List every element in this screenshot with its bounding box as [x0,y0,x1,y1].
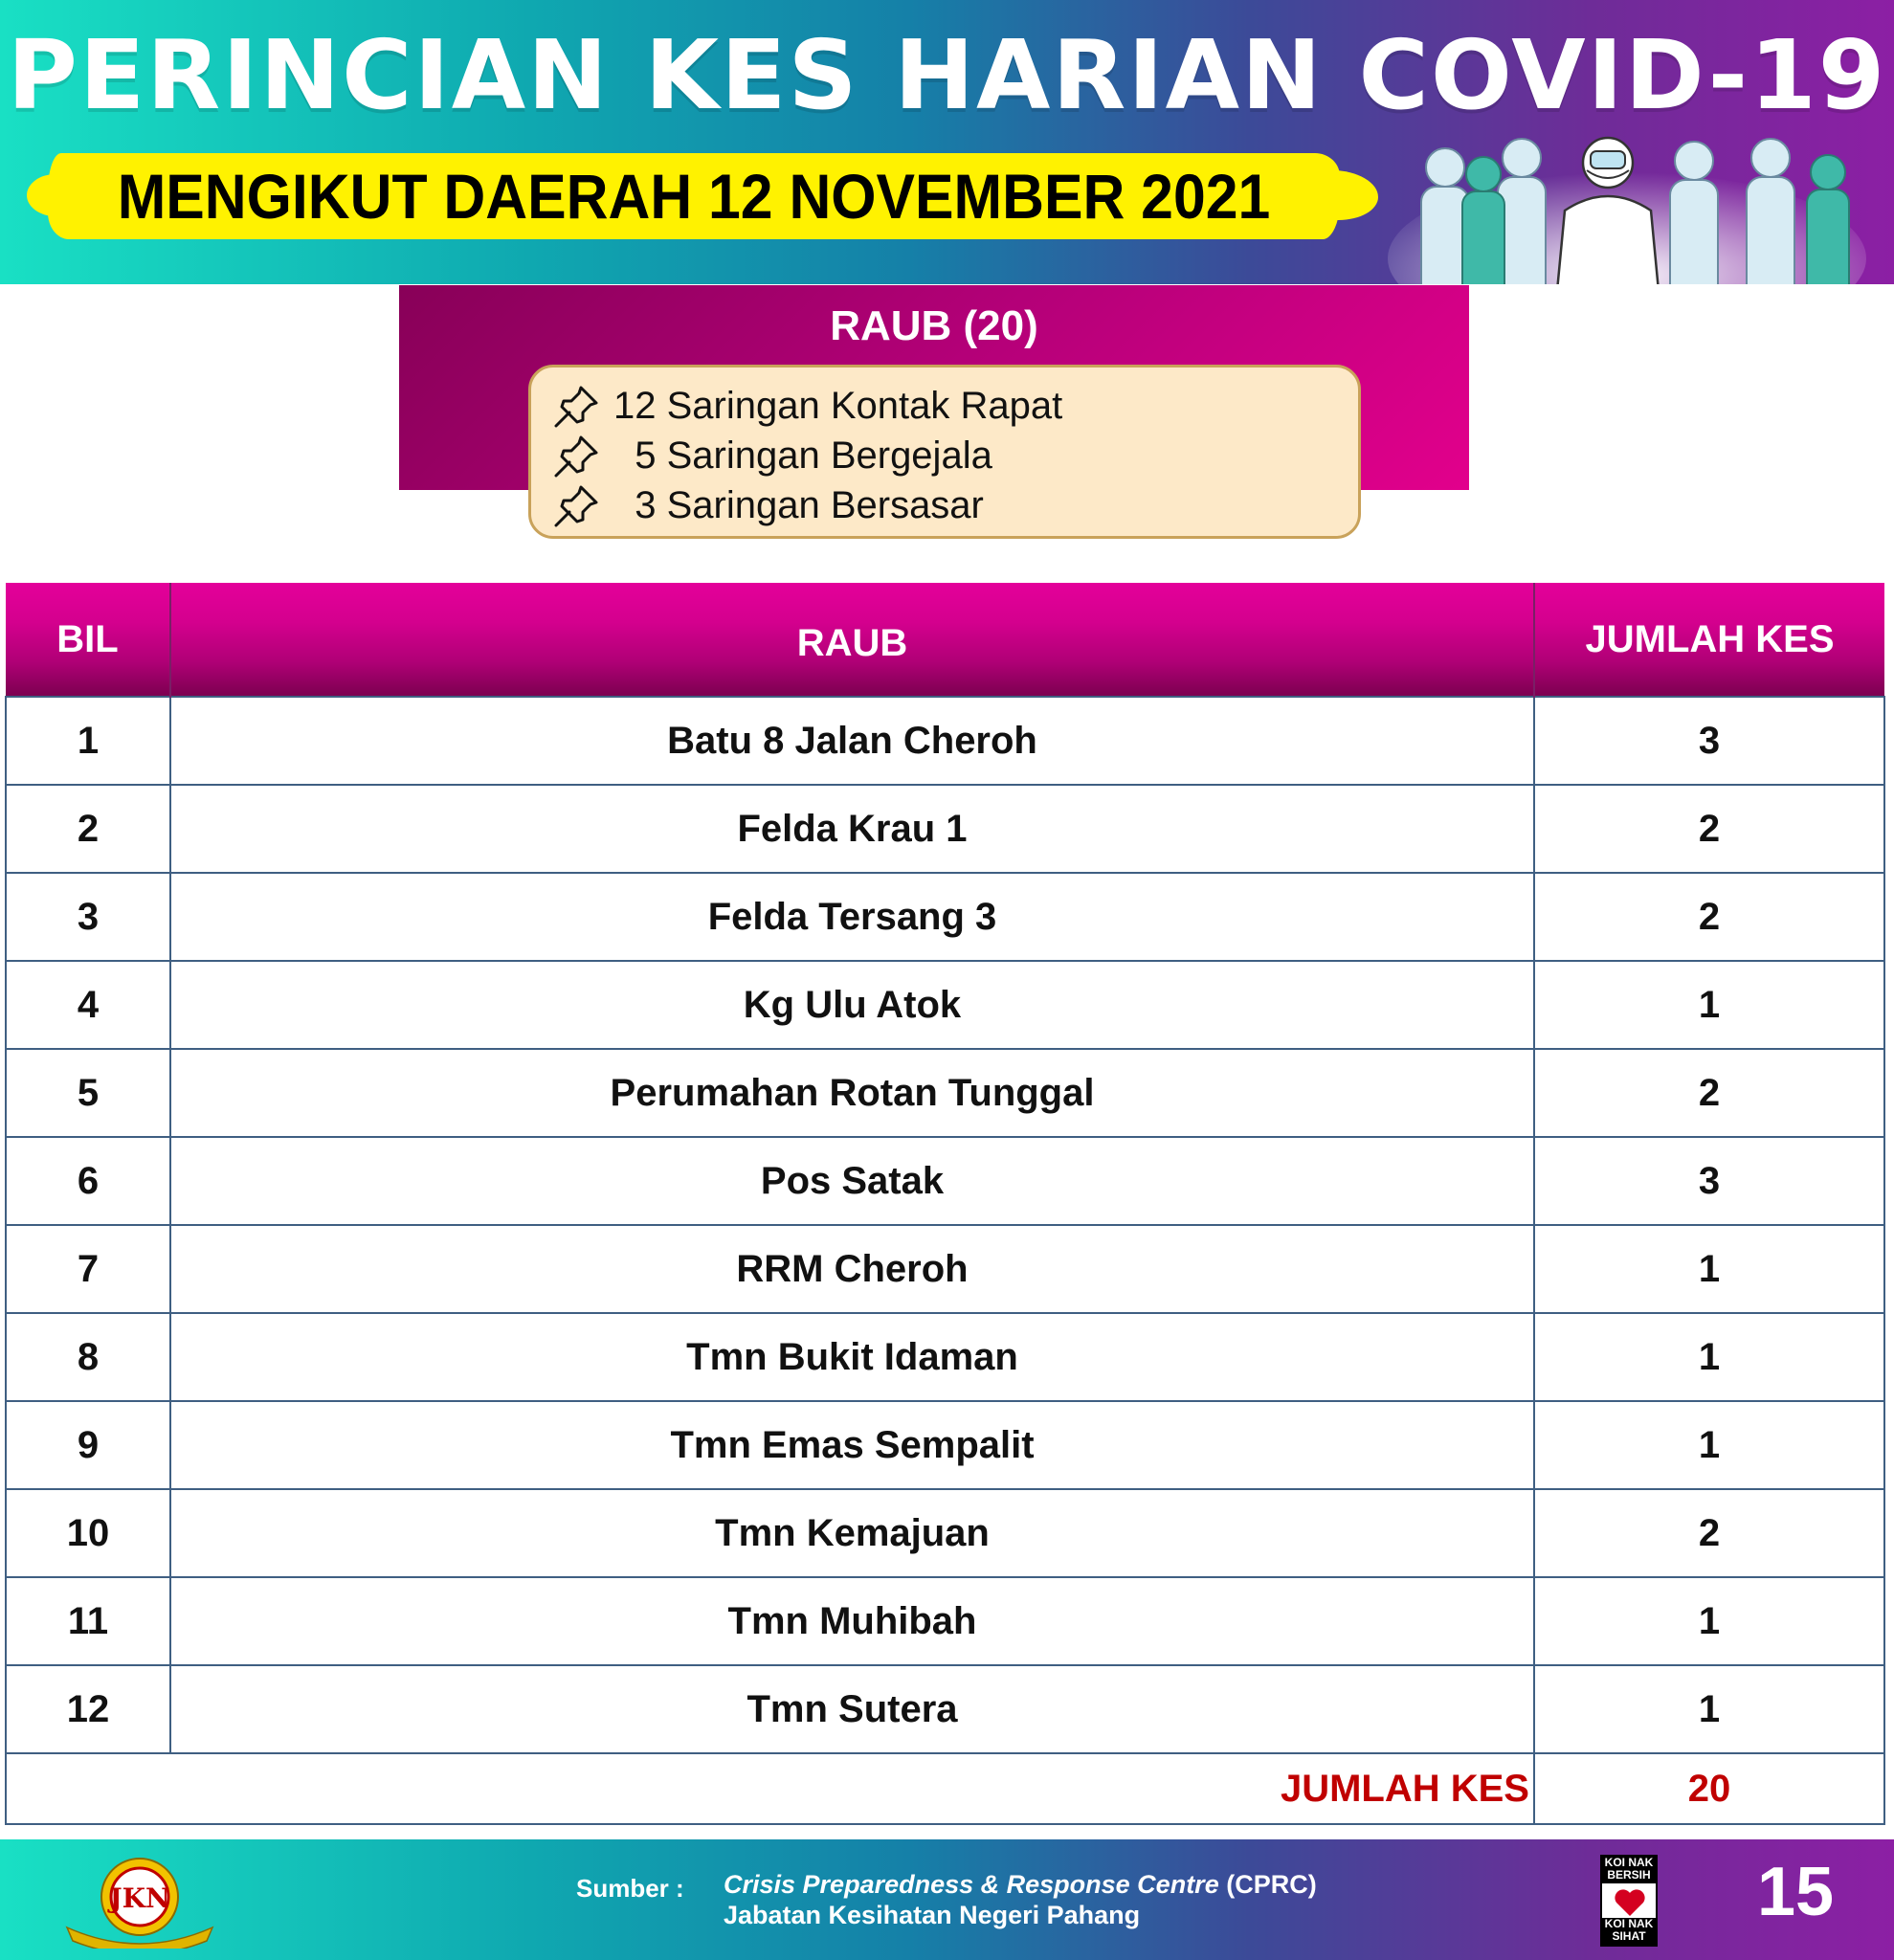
footer-banner [0,1839,1894,1960]
source-label: Sumber : [576,1874,684,1903]
header-location: RAUB [170,583,1534,697]
row-cases: 2 [1534,1489,1884,1577]
header-cases: JUMLAH KES [1534,583,1884,697]
row-location: Tmn Sutera [170,1665,1534,1753]
table-row [6,1049,1884,1137]
source-org-name: Crisis Preparedness & Response Centre [724,1870,1219,1899]
jkn-logo [56,1853,224,1949]
screening-item [531,480,1358,530]
source-department: Jabatan Kesihatan Negeri Pahang [724,1901,1141,1929]
table-header-row [6,583,1884,697]
row-bil: 1 [6,697,170,785]
row-location: Tmn Emas Sempalit [170,1401,1534,1489]
koi-logo-bottom-text: KOI NAK SIHAT [1602,1918,1656,1945]
screening-item-text: 3 Saringan Bersasar [613,483,984,526]
row-bil: 3 [6,873,170,961]
row-location: Felda Krau 1 [170,785,1534,873]
total-label: JUMLAH KES [6,1753,1534,1824]
row-bil: 9 [6,1401,170,1489]
table-row [6,1313,1884,1401]
total-value: 20 [1534,1753,1884,1824]
row-bil: 12 [6,1665,170,1753]
table-row [6,961,1884,1049]
row-bil: 7 [6,1225,170,1313]
row-cases: 2 [1534,873,1884,961]
row-bil: 10 [6,1489,170,1577]
row-cases: 1 [1534,1313,1884,1401]
row-bil: 5 [6,1049,170,1137]
district-summary-title: RAUB (20) [830,302,1038,349]
screening-item [531,381,1358,431]
row-location: Perumahan Rotan Tunggal [170,1049,1534,1137]
screening-item-text: 12 Saringan Kontak Rapat [613,384,1063,427]
jkn-logo-text: JKN [109,1882,170,1914]
table-row [6,873,1884,961]
row-location: Tmn Kemajuan [170,1489,1534,1577]
page-title: PERINCIAN KES HARIAN COVID-19 [7,19,1887,131]
table-row [6,1137,1884,1225]
table-row [6,785,1884,873]
screening-item [531,431,1358,480]
row-cases: 1 [1534,961,1884,1049]
row-cases: 2 [1534,1049,1884,1137]
row-bil: 6 [6,1137,170,1225]
row-bil: 8 [6,1313,170,1401]
total-row [6,1753,1884,1824]
row-bil: 2 [6,785,170,873]
row-cases: 3 [1534,1137,1884,1225]
header-banner [0,0,1894,284]
row-location: Batu 8 Jalan Cheroh [170,697,1534,785]
source-organisation [724,1870,1317,1900]
koi-nak-sihat-logo [1600,1855,1658,1947]
row-bil: 11 [6,1577,170,1665]
header-bil: BIL [6,583,170,697]
heart-icon [1614,1887,1646,1918]
screening-item-text: 5 Saringan Bergejala [613,434,992,477]
row-cases: 1 [1534,1665,1884,1753]
table-row [6,1401,1884,1489]
table-row [6,1489,1884,1577]
row-cases: 3 [1534,697,1884,785]
row-location: Tmn Bukit Idaman [170,1313,1534,1401]
row-cases: 1 [1534,1401,1884,1489]
koi-logo-top-text: KOI NAK BERSIH [1602,1857,1656,1883]
pin-icon [552,434,602,478]
row-location: RRM Cheroh [170,1225,1534,1313]
row-cases: 2 [1534,785,1884,873]
screening-breakdown-box [528,365,1361,539]
table-row [6,1577,1884,1665]
case-table [5,583,1885,1825]
row-location: Pos Satak [170,1137,1534,1225]
table-row [6,697,1884,785]
row-bil: 4 [6,961,170,1049]
pin-icon [552,483,602,527]
page-subtitle: MENGIKUT DAERAH 12 NOVEMBER 2021 [117,161,1271,232]
table-row [6,1225,1884,1313]
row-cases: 1 [1534,1577,1884,1665]
table-row [6,1665,1884,1753]
pin-icon [552,384,602,428]
row-location: Felda Tersang 3 [170,873,1534,961]
row-location: Tmn Muhibah [170,1577,1534,1665]
row-cases: 1 [1534,1225,1884,1313]
source-org-abbr: (CPRC) [1218,1870,1317,1899]
row-location: Kg Ulu Atok [170,961,1534,1049]
page-number: 15 [1757,1854,1835,1930]
